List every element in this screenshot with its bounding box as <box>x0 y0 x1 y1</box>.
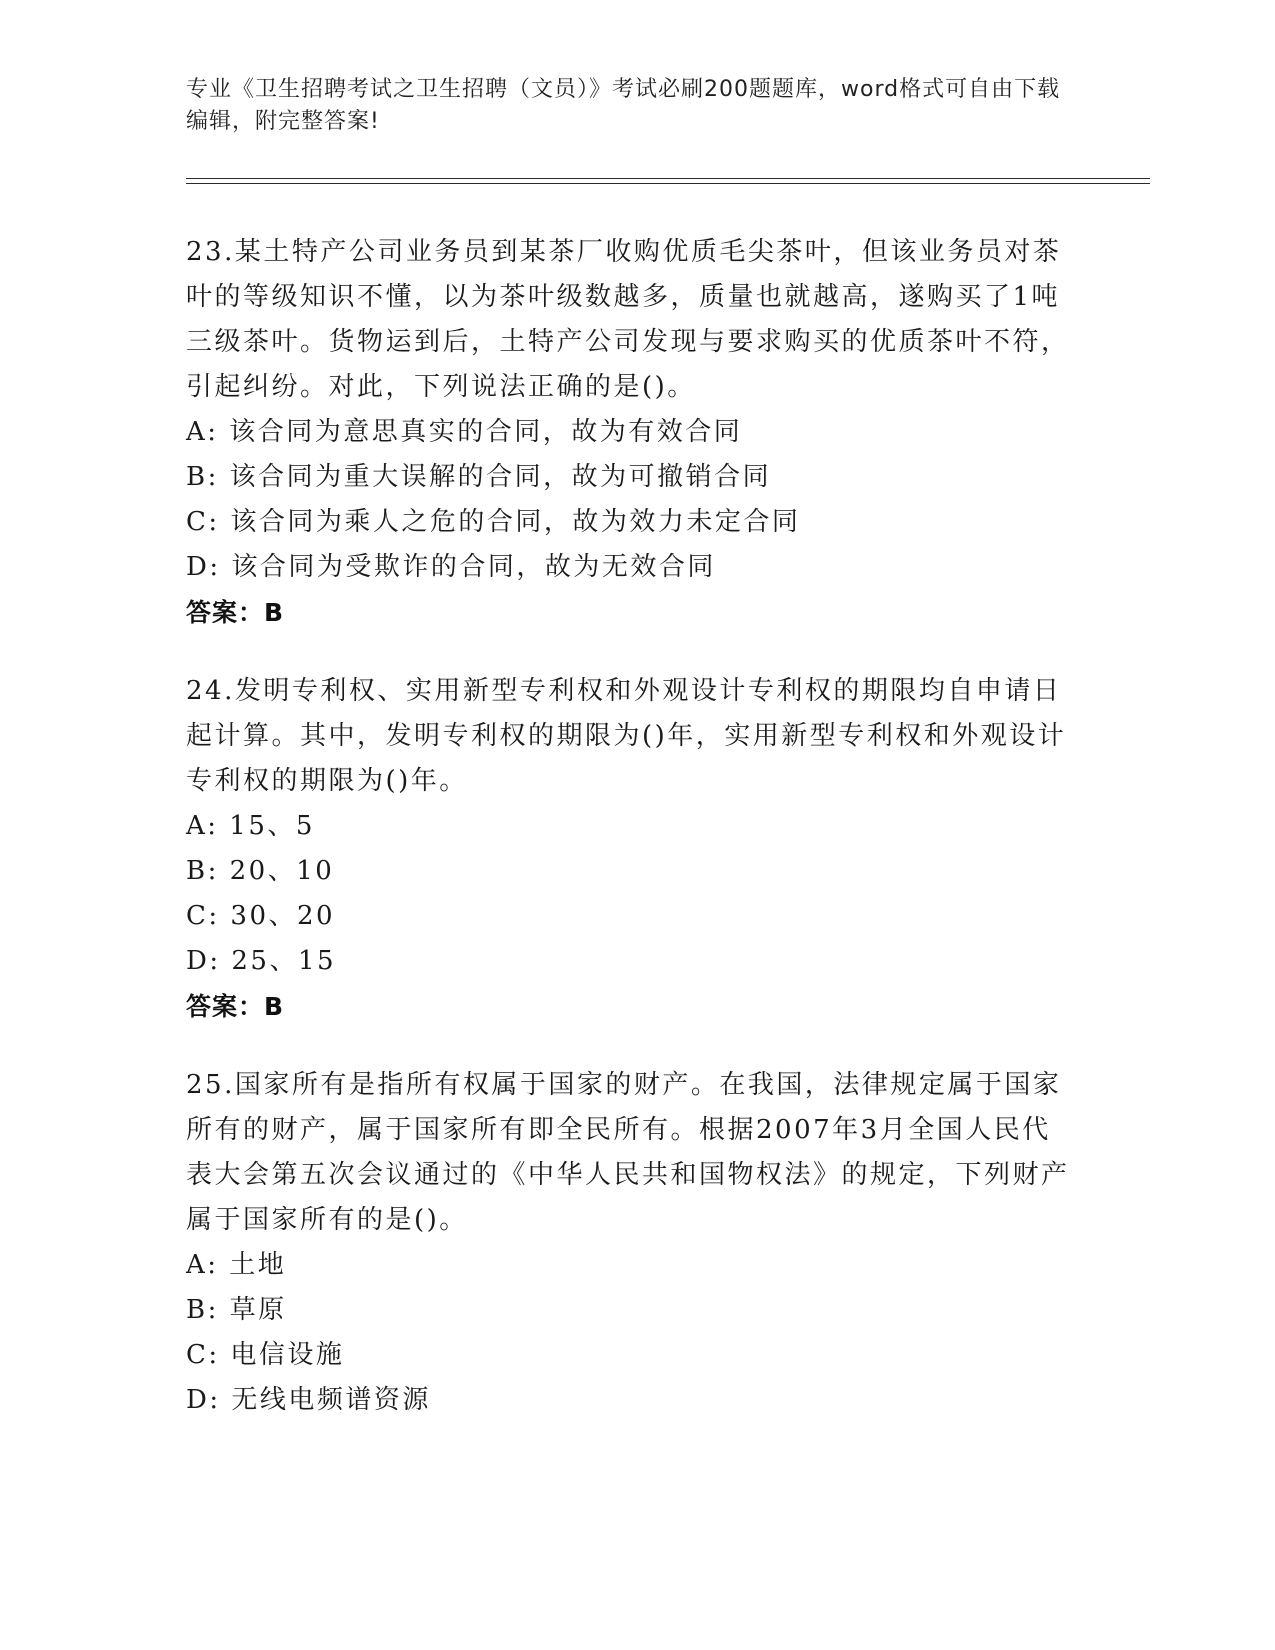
question-stem: 24.发明专利权、实用新型专利权和外观设计专利权的期限均自申请日起计算。其中，发明专利权的期限为()年，实用新型专利权和外观设计专利权的期限为()年。 <box>186 676 1067 796</box>
option-d: D: 该合同为受欺诈的合同，故为无效合同 <box>186 552 716 582</box>
option-b: B: 草原 <box>186 1295 287 1325</box>
answer-line: 答案：B <box>186 598 285 627</box>
option-a: A: 该合同为意思真实的合同，故为有效合同 <box>186 417 743 447</box>
option-b: B: 该合同为重大误解的合同，故为可撤销合同 <box>186 462 772 492</box>
option-c: C: 30、20 <box>186 901 336 931</box>
answer-line: 答案：B <box>186 992 285 1021</box>
question-25 <box>186 1063 1076 1423</box>
question-stem: 25.国家所有是指所有权属于国家的财产。在我国，法律规定属于国家所有的财产，属于国家所有即全民所有。根据2007年3月全国人民代表大会第五次会议通过的《中华人民共和国物权法》的规定，下列财产属于国家所有的是()。 <box>186 1070 1070 1235</box>
option-a: A: 土地 <box>186 1250 287 1280</box>
option-a: A: 15、5 <box>186 811 315 841</box>
option-d: D: 25、15 <box>186 946 337 976</box>
header-divider-top <box>186 178 1150 179</box>
question-list <box>186 230 1076 1457</box>
option-c: C: 该合同为乘人之危的合同，故为效力未定合同 <box>186 507 801 537</box>
option-b: B: 20、10 <box>186 856 335 886</box>
question-24 <box>186 669 1076 1029</box>
option-c: C: 电信设施 <box>186 1340 345 1370</box>
header-divider-bottom <box>186 183 1150 184</box>
option-d: D: 无线电频谱资源 <box>186 1385 431 1415</box>
question-stem: 23.某土特产公司业务员到某茶厂收购优质毛尖茶叶，但该业务员对茶叶的等级知识不懂，以为茶叶级数越多，质量也就越高，遂购买了1吨三级茶叶。货物运到后，土特产公司发现与要求购买的优质茶叶不符，引起纠纷。对此，下列说法正确的是()。 <box>186 237 1070 402</box>
question-23 <box>186 230 1076 635</box>
document-header: 专业《卫生招聘考试之卫生招聘（文员）》考试必刷200题题库，word格式可自由下载编辑，附完整答案! <box>186 77 1061 134</box>
